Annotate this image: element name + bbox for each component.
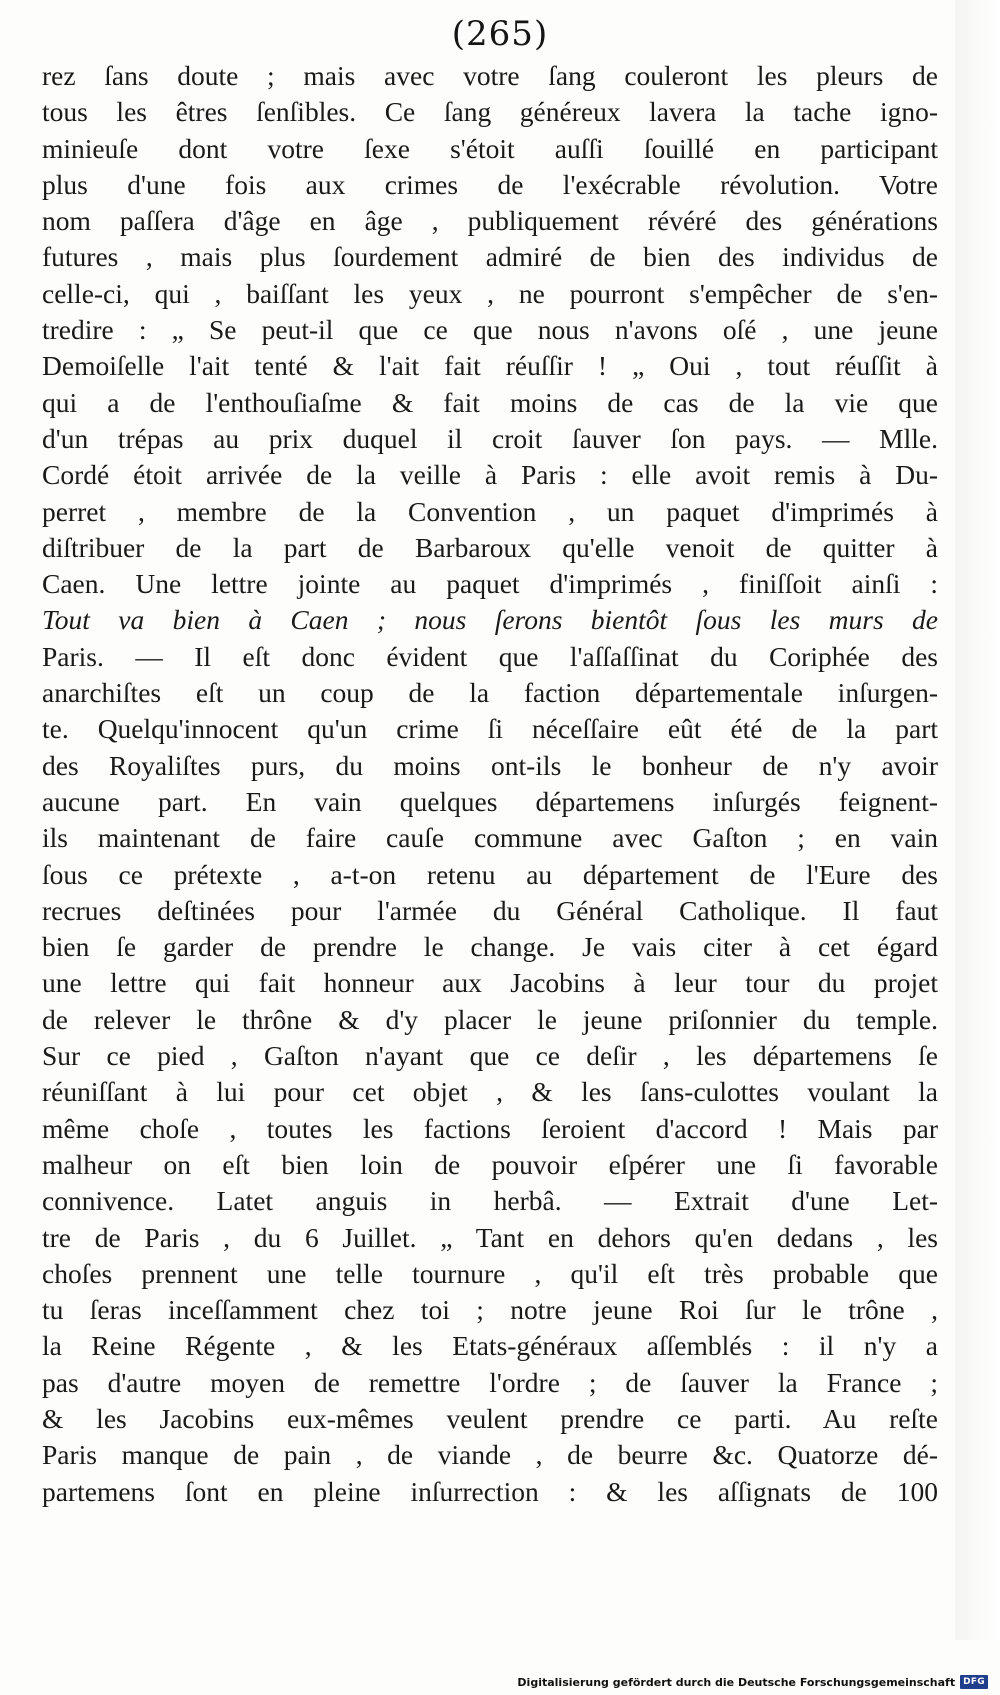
page-number: (265) <box>451 14 549 54</box>
text-line: Caen. Une lettre jointe au paquet d'imprimés , finiſſoit ainſi : <box>42 568 938 600</box>
text-line: des Royaliſtes purs, du moins ont-ils le bonheur de n'y avoir <box>42 749 938 781</box>
text-line: te. Quelqu'innocent qu'un crime ſi néceſſaire eût été de la part <box>42 713 938 745</box>
text-line-italic: Tout va bien à Caen ; nous ſerons bientôt ſous les murs de <box>42 604 938 636</box>
text-line: tre de Paris , du 6 Juillet. „ Tant en dehors qu'en dedans , les <box>42 1221 938 1253</box>
text-line: rez ſans doute ; mais avec votre ſang couleront les pleurs de <box>42 60 938 91</box>
text-line: nom paſſera d'âge en âge , publiquement révéré des générations <box>42 205 938 237</box>
text-line: pas d'autre moyen de remettre l'ordre ; de ſauver la France ; <box>42 1366 938 1398</box>
text-line: diſtribuer de la part de Barbaroux qu'elle venoit de quitter à <box>42 531 938 563</box>
text-line: qui a de l'enthouſiaſme & fait moins de cas de la vie que <box>42 386 938 418</box>
body-text <box>42 58 938 1510</box>
text-line: connivence. Latet anguis in herbâ. — Extrait d'une Let- <box>42 1185 938 1217</box>
text-line: malheur on eſt bien loin de pouvoir eſpérer une ſi favorable <box>42 1148 938 1180</box>
dfg-logo: DFG <box>960 1675 988 1689</box>
text-line: partemens ſont en pleine inſurrection : & les aſſignats de 100 <box>42 1475 938 1507</box>
text-line: minieuſe dont votre ſexe s'étoit auſſi ſouillé en participant <box>42 132 938 164</box>
text-line: Paris manque de pain , de viande , de beurre &c. Quatorze dé- <box>42 1439 938 1471</box>
text-line: Cordé étoit arrivée de la veille à Paris : elle avoit remis à Du- <box>42 459 938 491</box>
funding-notice: Digitalisierung gefördert durch die Deutsche Forschungsgemeinschaft <box>517 1675 956 1689</box>
text-line: une lettre qui fait honneur aux Jacobins à leur tour du projet <box>42 967 938 999</box>
text-line: Demoiſelle l'ait tenté & l'ait fait réuſſir ! „ Oui , tout réuſſit à <box>42 350 938 382</box>
text-line: perret , membre de la Convention , un paquet d'imprimés à <box>42 495 938 527</box>
text-line: même choſe , toutes les factions ſeroient d'accord ! Mais par <box>42 1112 938 1144</box>
text-line: choſes prennent une telle tournure , qu'il eſt très probable que <box>42 1257 938 1289</box>
funding-footer <box>517 1675 988 1689</box>
text-line: plus d'une fois aux crimes de l'exécrable révolution. Votre <box>42 168 938 200</box>
scan-edge-shadow <box>955 0 1000 1640</box>
text-line: la Reine Régente , & les Etats-généraux aſſemblés : il n'y a <box>42 1330 938 1362</box>
text-line: de relever le thrône & d'y placer le jeune priſonnier du temple. <box>42 1003 938 1035</box>
text-line: ſous ce prétexte , a-t-on retenu au département de l'Eure des <box>42 858 938 890</box>
text-line: bien ſe garder de prendre le change. Je vais citer à cet égard <box>42 931 938 963</box>
text-line: futures , mais plus ſourdement admiré de bien des individus de <box>42 241 938 273</box>
text-line: Sur ce pied , Gaſton n'ayant que ce deſir , les départemens ſe <box>42 1040 938 1072</box>
text-line: celle-ci, qui , baiſſant les yeux , ne pourront s'empêcher de s'en- <box>42 277 938 309</box>
text-line: tredire : „ Se peut-il que ce que nous n'avons oſé , une jeune <box>42 314 938 346</box>
text-line: tu ſeras inceſſamment chez toi ; notre jeune Roi ſur le trône , <box>42 1294 938 1326</box>
text-line: d'un trépas au prix duquel il croit ſauver ſon pays. — Mlle. <box>42 422 938 454</box>
text-line: réuniſſant à lui pour cet objet , & les ſans-culottes voulant la <box>42 1076 938 1108</box>
text-line: recrues deſtinées pour l'armée du Général Catholique. Il faut <box>42 894 938 926</box>
text-line: Paris. — Il eſt donc évident que l'aſſaſſinat du Coriphée des <box>42 640 938 672</box>
text-line: tous les êtres ſenſibles. Ce ſang généreux lavera la tache igno- <box>42 96 938 128</box>
text-line: anarchiſtes eſt un coup de la faction départementale inſurgen- <box>42 677 938 709</box>
text-line: ils maintenant de faire cauſe commune avec Gaſton ; en vain <box>42 822 938 854</box>
text-line: & les Jacobins eux-mêmes veulent prendre ce parti. Au reſte <box>42 1402 938 1434</box>
text-line: aucune part. En vain quelques départemens inſurgés feignent- <box>42 785 938 817</box>
